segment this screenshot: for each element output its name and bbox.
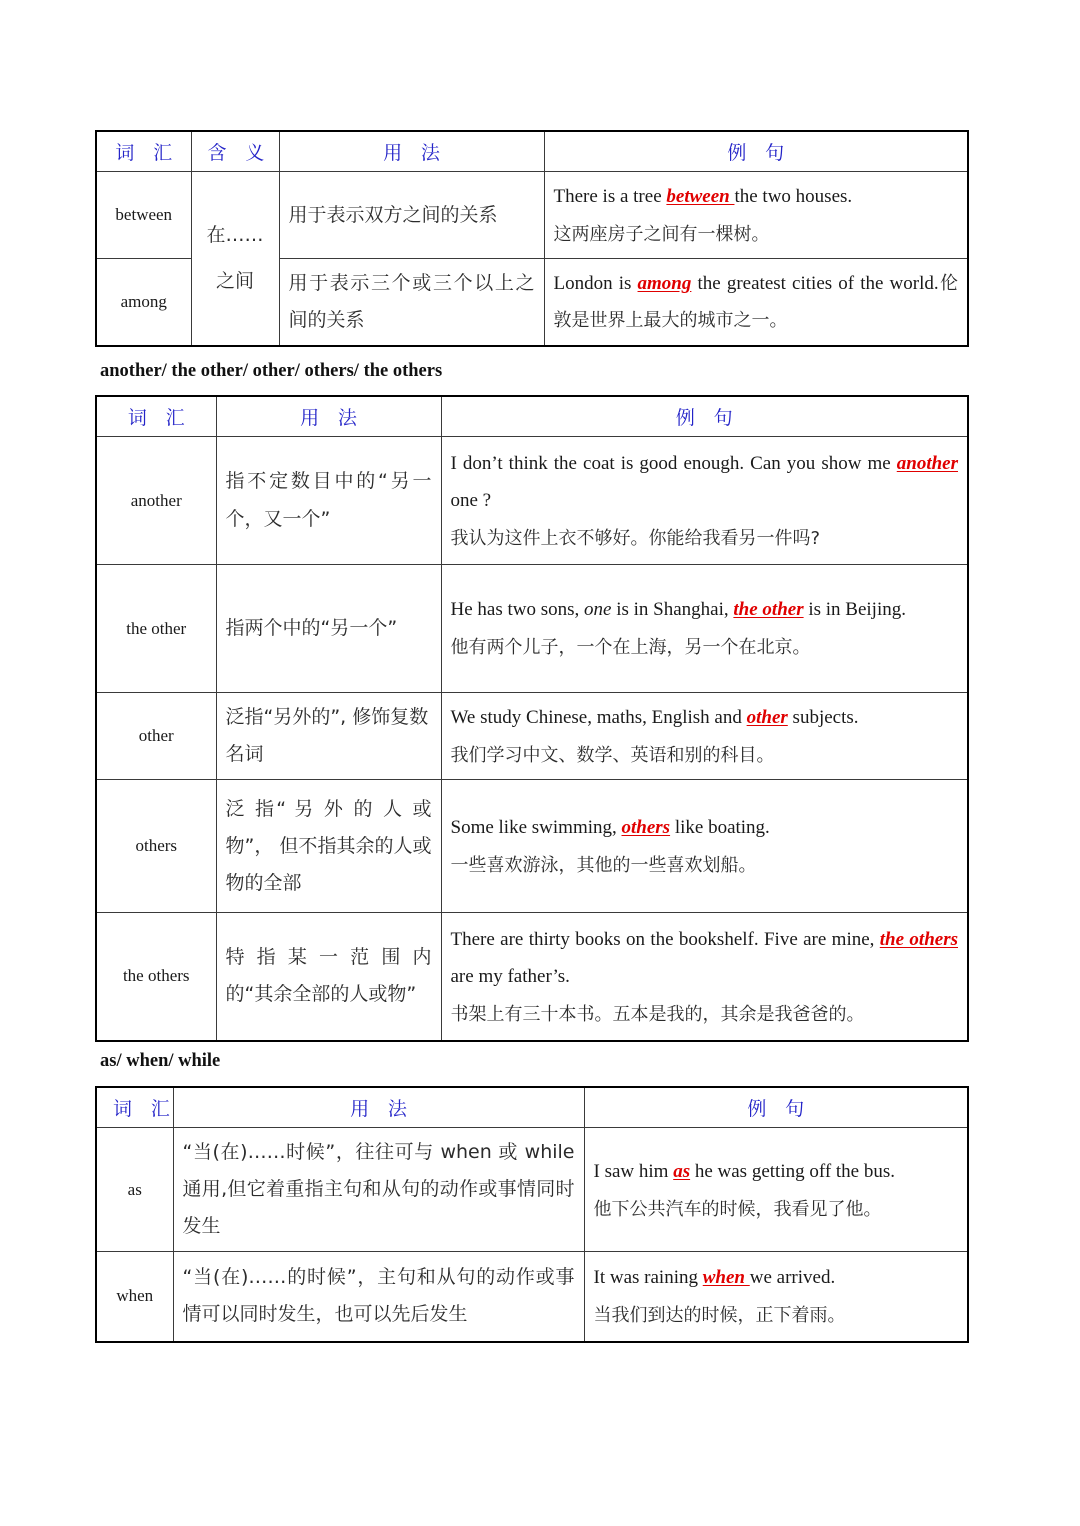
example-text-before: Some like swimming, [450,817,622,839]
table-row [96,437,968,565]
example-zh: 我认为这件上衣不够好。你能给我看另一件吗? [450,528,821,549]
example-text-before: It was raining [593,1267,703,1289]
example-zh: 他有两个儿子，一个在上海，另一个在北京。 [450,637,811,659]
table-another-others [95,395,969,1042]
keyword-between: between [666,186,735,207]
column-header-usage: 用 法 [216,396,441,437]
keyword-others: others [621,817,671,839]
vocabulary-another: another [96,437,216,565]
column-header-example: 例 句 [544,131,968,172]
vocabulary-other: other [96,693,216,780]
vocabulary-when: when [96,1252,173,1342]
example-the-other [441,565,968,693]
usage-between: 用于表示双方之间的关系 [279,172,544,259]
vocabulary-between: between [96,172,191,259]
example-en [451,445,959,519]
example-text-after: we arrived. [749,1267,836,1289]
example-text-before: There is a tree [553,186,667,207]
keyword-other: other [746,707,788,728]
usage-when: “当(在)……的时候”，主句和从句的动作或事情可以同时发生，也可以先后发生 [173,1252,584,1342]
column-header-vocabulary: 词 汇 [96,1087,173,1128]
keyword-among: among [637,273,692,295]
keyword-another: another [896,452,958,474]
meaning-merged-cell [191,172,279,347]
usage-the-other: 指两个中的“另一个” [216,565,441,693]
usage-as: “当(在)……时候”，往往可与 when 或 while 通用,但它着重指主句和从句的动作或事情同时发生 [173,1128,584,1252]
example-en [451,591,959,628]
example-other [441,693,968,780]
example-mixed [554,265,959,339]
usage-other: 泛指“另外的”, 修饰复数名词 [216,693,441,780]
column-header-usage: 用 法 [173,1087,584,1128]
column-header-meaning: 含 义 [191,131,279,172]
table-row [96,565,968,693]
keyword-as: as [673,1160,691,1182]
table-row [96,172,968,259]
table-row [96,1128,968,1252]
example-zh: 伦敦是世界上最大的城市之一。 [553,273,958,332]
vocabulary-as: as [96,1128,173,1252]
example-en [554,178,959,215]
example-when [584,1252,968,1342]
table-as-when-while [95,1086,969,1343]
example-text-before: I saw him [593,1160,674,1182]
example-en [594,1153,959,1190]
example-en [451,809,959,846]
usage-others: 泛 指“ 另 外 的 人 或 物”， 但不指其余的人或物的全部 [216,780,441,913]
example-zh: 书架上有三十本书。五本是我的，其余是我爸爸的。 [450,1003,865,1025]
example-text-before: We study Chinese, maths, English and [450,707,747,728]
column-header-vocabulary: 词 汇 [96,396,216,437]
table-header-row [96,396,968,437]
caption-another-others: another/ the other/ other/ others/ the others [100,361,443,381]
column-header-example: 例 句 [441,396,968,437]
example-zh: 这两座房子之间有一棵树。 [553,224,770,246]
example-zh: 当我们到达的时候，正下着雨。 [593,1305,846,1327]
example-text-mid: is in Shanghai, [611,599,734,621]
example-text-after: is in Beijing. [803,599,906,621]
example-others [441,780,968,913]
example-text-before: He has two sons, [450,599,585,621]
table-row [96,693,968,780]
meaning-line-2: 之间 [215,269,254,292]
example-en [451,699,959,736]
caption-as-when-while: as/ when/ while [100,1051,221,1071]
example-zh: 他下公共汽车的时候，我看见了他。 [593,1198,882,1220]
table-row [96,1252,968,1342]
table-header-row [96,1087,968,1128]
example-text-after: are my father’s. [450,965,570,987]
example-en [451,921,959,995]
usage-another: 指不定数目中的“另一个，又一个” [216,437,441,565]
example-text-after: he was getting off the bus. [690,1160,896,1182]
keyword-the-other: the other [733,599,804,621]
example-text-before: I don’t think the coat is good enough. Can you show me [450,452,897,474]
column-header-vocabulary: 词 汇 [96,131,191,172]
example-text-before: London is [553,273,638,295]
table-between-among [95,130,969,347]
example-text-after: one ? [450,489,492,511]
table-header-row [96,131,968,172]
column-header-usage: 用 法 [279,131,544,172]
vocabulary-the-others: the others [96,913,216,1041]
example-zh: 我们学习中文、数学、英语和别的科目。 [450,745,775,767]
table-row [96,913,968,1041]
example-zh: 一些喜欢游泳，其他的一些喜欢划船。 [450,855,757,877]
keyword-the-others: the others [879,928,958,950]
example-text-after: the two houses. [734,186,853,207]
meaning-line-1: 在…… [206,224,264,247]
column-header-example: 例 句 [584,1087,968,1128]
table-row [96,780,968,913]
usage-among: 用于表示三个或三个以上之间的关系 [279,259,544,347]
example-another [441,437,968,565]
vocabulary-others: others [96,780,216,913]
example-text-before: There are thirty books on the bookshelf. Five are mine, [450,928,880,950]
example-between [544,172,968,259]
example-text-after: the greatest cities of the world. [691,273,939,295]
example-text-after: like boating. [670,817,770,839]
vocabulary-among: among [96,259,191,347]
keyword-when: when [702,1267,750,1289]
example-italic-one: one [584,599,612,621]
usage-the-others: 特 指 某 一 范 围 内 的“其余全部的人或物” [216,913,441,1041]
example-among [544,259,968,347]
example-as [584,1128,968,1252]
example-the-others [441,913,968,1041]
example-en [594,1259,959,1296]
vocabulary-the-other: the other [96,565,216,693]
example-text-after: subjects. [787,707,859,728]
